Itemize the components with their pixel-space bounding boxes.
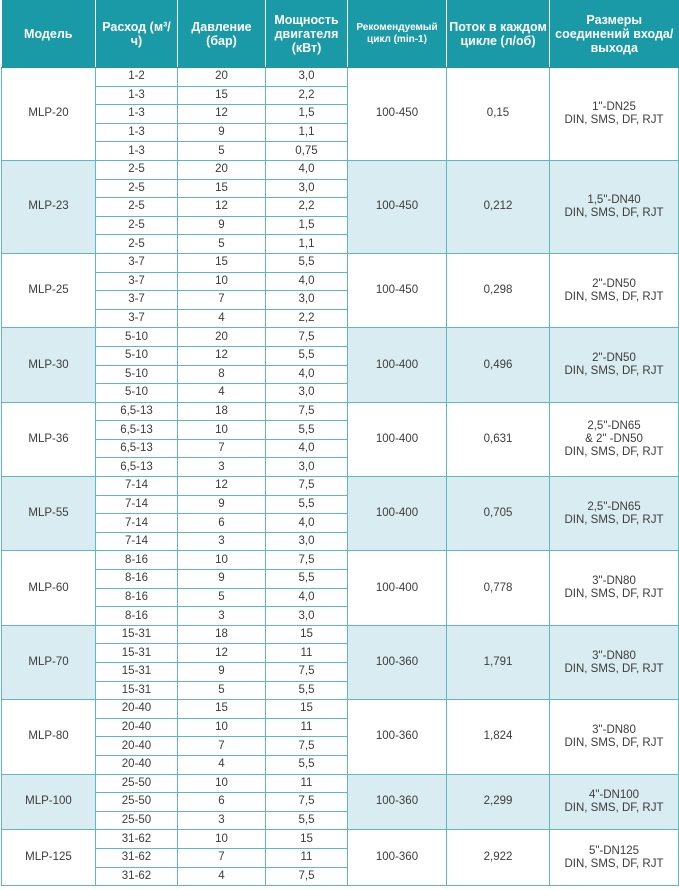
flow-cell: 15-31	[96, 625, 178, 644]
pressure-cell: 15	[178, 253, 266, 272]
flow-cell: 25-50	[96, 793, 178, 812]
connections-line: 3"-DN80	[592, 723, 636, 736]
flow-cell: 2-5	[96, 160, 178, 179]
pressure-cell: 18	[178, 402, 266, 421]
connections-cell	[550, 402, 679, 476]
power-cell: 7,5	[266, 737, 348, 756]
flow-cell: 1-3	[96, 142, 178, 161]
connections-cell	[550, 477, 679, 551]
power-cell: 5,5	[266, 681, 348, 700]
connections-line: 5"-DN125	[588, 844, 640, 857]
power-cell: 7,5	[266, 867, 348, 886]
pressure-cell: 9	[178, 663, 266, 682]
pressure-cell: 4	[178, 867, 266, 886]
connections-line: 1"-DN25	[592, 100, 636, 113]
pressure-cell: 10	[178, 551, 266, 570]
pressure-cell: 5	[178, 681, 266, 700]
model-cell: MLP-100	[2, 774, 96, 830]
model-cell: MLP-36	[2, 402, 96, 476]
table-row	[2, 253, 679, 272]
pressure-cell: 3	[178, 532, 266, 551]
header-power: Мощность двигателя (кВт)	[266, 0, 348, 68]
table-row	[2, 625, 679, 644]
pressure-cell: 15	[178, 86, 266, 105]
pressure-cell: 8	[178, 365, 266, 384]
flow-cell: 3-7	[96, 272, 178, 291]
power-cell: 4,0	[266, 514, 348, 533]
power-cell: 7,5	[266, 793, 348, 812]
flow-cell: 8-16	[96, 588, 178, 607]
pressure-cell: 20	[178, 160, 266, 179]
power-cell: 5,5	[266, 421, 348, 440]
pressure-cell: 10	[178, 830, 266, 849]
pressure-cell: 9	[178, 495, 266, 514]
per-cycle-cell: 0,778	[447, 551, 550, 625]
model-cell: MLP-70	[2, 625, 96, 699]
cycle-cell: 100-400	[348, 477, 447, 551]
pressure-cell: 12	[178, 198, 266, 217]
pressure-cell: 9	[178, 570, 266, 589]
flow-cell: 1-3	[96, 123, 178, 142]
per-cycle-cell: 0,705	[447, 477, 550, 551]
connections-line: DIN, SMS, DF, RJT	[564, 206, 664, 219]
pressure-cell: 7	[178, 439, 266, 458]
model-cell: MLP-20	[2, 68, 96, 161]
flow-cell: 6,5-13	[96, 439, 178, 458]
power-cell: 5,5	[266, 346, 348, 365]
connections-cell	[550, 830, 679, 886]
pressure-cell: 3	[178, 607, 266, 626]
flow-cell: 2-5	[96, 216, 178, 235]
pressure-cell: 12	[178, 644, 266, 663]
pressure-cell: 6	[178, 793, 266, 812]
connections-cell	[550, 253, 679, 327]
pressure-cell: 9	[178, 123, 266, 142]
table-header-row	[2, 0, 679, 68]
cycle-cell: 100-360	[348, 700, 447, 774]
power-cell: 5,5	[266, 811, 348, 830]
pressure-cell: 5	[178, 235, 266, 254]
flow-cell: 1-3	[96, 105, 178, 124]
connections-cell	[550, 774, 679, 830]
power-cell: 4,0	[266, 365, 348, 384]
pressure-cell: 10	[178, 774, 266, 793]
table-row	[2, 328, 679, 347]
header-model: Модель	[2, 0, 96, 68]
connections-line: DIN, SMS, DF, RJT	[564, 662, 664, 675]
connections-line: DIN, SMS, DF, RJT	[564, 857, 664, 870]
flow-cell: 2-5	[96, 198, 178, 217]
table-row	[2, 402, 679, 421]
flow-cell: 1-2	[96, 68, 178, 87]
connections-line: DIN, SMS, DF, RJT	[564, 736, 664, 749]
cycle-cell: 100-400	[348, 328, 447, 402]
connections-line: 2"-DN50	[592, 277, 636, 290]
flow-cell: 31-62	[96, 848, 178, 867]
power-cell: 4,0	[266, 439, 348, 458]
connections-line: & 2" -DN50	[585, 432, 643, 445]
flow-cell: 5-10	[96, 328, 178, 347]
model-cell: MLP-25	[2, 253, 96, 327]
header-pressure: Давление (бар)	[178, 0, 266, 68]
flow-cell: 25-50	[96, 774, 178, 793]
flow-cell: 8-16	[96, 570, 178, 589]
table-row	[2, 160, 679, 179]
power-cell: 5,5	[266, 495, 348, 514]
flow-cell: 3-7	[96, 253, 178, 272]
flow-cell: 20-40	[96, 700, 178, 719]
flow-cell: 2-5	[96, 235, 178, 254]
power-cell: 15	[266, 625, 348, 644]
power-cell: 7,5	[266, 402, 348, 421]
pressure-cell: 5	[178, 588, 266, 607]
flow-cell: 7-14	[96, 477, 178, 496]
power-cell: 1,5	[266, 216, 348, 235]
cycle-cell: 100-400	[348, 551, 447, 625]
power-cell: 1,1	[266, 123, 348, 142]
connections-line: 4"-DN100	[588, 788, 640, 801]
power-cell: 2,2	[266, 86, 348, 105]
connections-line: 2,5"-DN65	[587, 419, 641, 432]
connections-line: 2"-DN50	[592, 352, 636, 364]
pressure-cell: 10	[178, 272, 266, 291]
connections-line: DIN, SMS, DF, RJT	[564, 445, 664, 458]
connections-line: DIN, SMS, DF, RJT	[564, 801, 664, 814]
connections-cell	[550, 551, 679, 625]
cycle-cell: 100-360	[348, 625, 447, 699]
flow-cell: 6,5-13	[96, 421, 178, 440]
pressure-cell: 15	[178, 179, 266, 198]
flow-cell: 5-10	[96, 384, 178, 403]
connections-cell	[550, 700, 679, 774]
power-cell: 2,2	[266, 309, 348, 328]
pressure-cell: 10	[178, 421, 266, 440]
flow-cell: 25-50	[96, 811, 178, 830]
per-cycle-cell: 0,212	[447, 160, 550, 253]
model-cell: MLP-80	[2, 700, 96, 774]
table-row	[2, 477, 679, 496]
connections-line: 3"-DN80	[592, 649, 636, 662]
flow-cell: 20-40	[96, 755, 178, 774]
flow-cell: 31-62	[96, 830, 178, 849]
flow-cell: 6,5-13	[96, 458, 178, 477]
flow-cell: 7-14	[96, 532, 178, 551]
pressure-cell: 7	[178, 737, 266, 756]
connections-line: DIN, SMS, DF, RJT	[564, 588, 664, 601]
flow-cell: 5-10	[96, 365, 178, 384]
table-row	[2, 700, 679, 719]
power-cell: 3,0	[266, 179, 348, 198]
power-cell: 11	[266, 848, 348, 867]
pressure-cell: 5	[178, 142, 266, 161]
per-cycle-cell: 0,496	[447, 328, 550, 402]
connections-cell	[550, 160, 679, 253]
power-cell: 7,5	[266, 328, 348, 347]
table-row	[2, 68, 679, 87]
cycle-cell: 100-450	[348, 253, 447, 327]
model-cell: MLP-55	[2, 477, 96, 551]
pressure-cell: 10	[178, 718, 266, 737]
flow-cell: 6,5-13	[96, 402, 178, 421]
flow-cell: 15-31	[96, 663, 178, 682]
header-flow: Расход (м³/ч)	[96, 0, 178, 68]
model-cell: MLP-30	[2, 328, 96, 402]
connections-line: DIN, SMS, DF, RJT	[564, 365, 664, 377]
connections-line: DIN, SMS, DF, RJT	[564, 513, 664, 526]
power-cell: 7,5	[266, 477, 348, 496]
power-cell: 3,0	[266, 532, 348, 551]
per-cycle-cell: 2,922	[447, 830, 550, 886]
power-cell: 1,5	[266, 105, 348, 124]
pressure-cell: 4	[178, 755, 266, 774]
per-cycle-cell: 1,824	[447, 700, 550, 774]
power-cell: 3,0	[266, 384, 348, 403]
per-cycle-cell: 1,791	[447, 625, 550, 699]
power-cell: 3,0	[266, 291, 348, 310]
connections-cell	[550, 625, 679, 699]
power-cell: 5,5	[266, 570, 348, 589]
pressure-cell: 12	[178, 105, 266, 124]
connections-line: 1,5"-DN40	[587, 193, 641, 206]
power-cell: 2,2	[266, 198, 348, 217]
flow-cell: 5-10	[96, 346, 178, 365]
pump-spec-table	[1, 0, 679, 886]
pressure-cell: 12	[178, 346, 266, 365]
power-cell: 15	[266, 700, 348, 719]
flow-cell: 3-7	[96, 309, 178, 328]
cycle-cell: 100-450	[348, 160, 447, 253]
flow-cell: 7-14	[96, 495, 178, 514]
pressure-cell: 3	[178, 458, 266, 477]
per-cycle-cell: 0,15	[447, 68, 550, 161]
pressure-cell: 15	[178, 700, 266, 719]
pressure-cell: 4	[178, 309, 266, 328]
power-cell: 11	[266, 718, 348, 737]
table-row	[2, 551, 679, 570]
header-cycle: Рекомендуемый цикл (min-1)	[348, 0, 447, 68]
connections-line: 3"-DN80	[592, 575, 636, 588]
table-row	[2, 774, 679, 793]
power-cell: 4,0	[266, 272, 348, 291]
model-cell: MLP-60	[2, 551, 96, 625]
connections-line: 2,5"-DN65	[587, 500, 641, 513]
header-connections: Размеры соединений входа/выхода	[550, 0, 679, 68]
cycle-cell: 100-400	[348, 402, 447, 476]
flow-cell: 2-5	[96, 179, 178, 198]
model-cell: MLP-125	[2, 830, 96, 886]
cycle-cell: 100-450	[348, 68, 447, 161]
pressure-cell: 3	[178, 811, 266, 830]
flow-cell: 7-14	[96, 514, 178, 533]
pressure-cell: 20	[178, 68, 266, 87]
power-cell: 11	[266, 774, 348, 793]
pressure-cell: 7	[178, 848, 266, 867]
per-cycle-cell: 0,298	[447, 253, 550, 327]
power-cell: 3,0	[266, 458, 348, 477]
pressure-cell: 12	[178, 477, 266, 496]
table-body	[2, 68, 679, 886]
header-per-cycle: Поток в каждом цикле (л/об)	[447, 0, 550, 68]
flow-cell: 8-16	[96, 551, 178, 570]
flow-cell: 20-40	[96, 737, 178, 756]
connections-cell	[550, 328, 679, 402]
connections-line: DIN, SMS, DF, RJT	[564, 113, 664, 126]
pressure-cell: 20	[178, 328, 266, 347]
power-cell: 3,0	[266, 607, 348, 626]
pressure-cell: 7	[178, 291, 266, 310]
power-cell: 5,5	[266, 755, 348, 774]
power-cell: 11	[266, 644, 348, 663]
power-cell: 0,75	[266, 142, 348, 161]
power-cell: 4,0	[266, 160, 348, 179]
table-row	[2, 830, 679, 849]
power-cell: 7,5	[266, 551, 348, 570]
connections-line: DIN, SMS, DF, RJT	[564, 290, 664, 303]
pressure-cell: 9	[178, 216, 266, 235]
cycle-cell: 100-360	[348, 830, 447, 886]
flow-cell: 31-62	[96, 867, 178, 886]
power-cell: 3,0	[266, 68, 348, 87]
power-cell: 5,5	[266, 253, 348, 272]
per-cycle-cell: 0,631	[447, 402, 550, 476]
power-cell: 1,1	[266, 235, 348, 254]
flow-cell: 8-16	[96, 607, 178, 626]
connections-cell	[550, 68, 679, 161]
flow-cell: 3-7	[96, 291, 178, 310]
power-cell: 4,0	[266, 588, 348, 607]
flow-cell: 15-31	[96, 681, 178, 700]
pressure-cell: 4	[178, 384, 266, 403]
cycle-cell: 100-360	[348, 774, 447, 830]
flow-cell: 1-3	[96, 86, 178, 105]
power-cell: 15	[266, 830, 348, 849]
flow-cell: 15-31	[96, 644, 178, 663]
pressure-cell: 6	[178, 514, 266, 533]
pressure-cell: 18	[178, 625, 266, 644]
flow-cell: 20-40	[96, 718, 178, 737]
power-cell: 7,5	[266, 663, 348, 682]
per-cycle-cell: 2,299	[447, 774, 550, 830]
model-cell: MLP-23	[2, 160, 96, 253]
